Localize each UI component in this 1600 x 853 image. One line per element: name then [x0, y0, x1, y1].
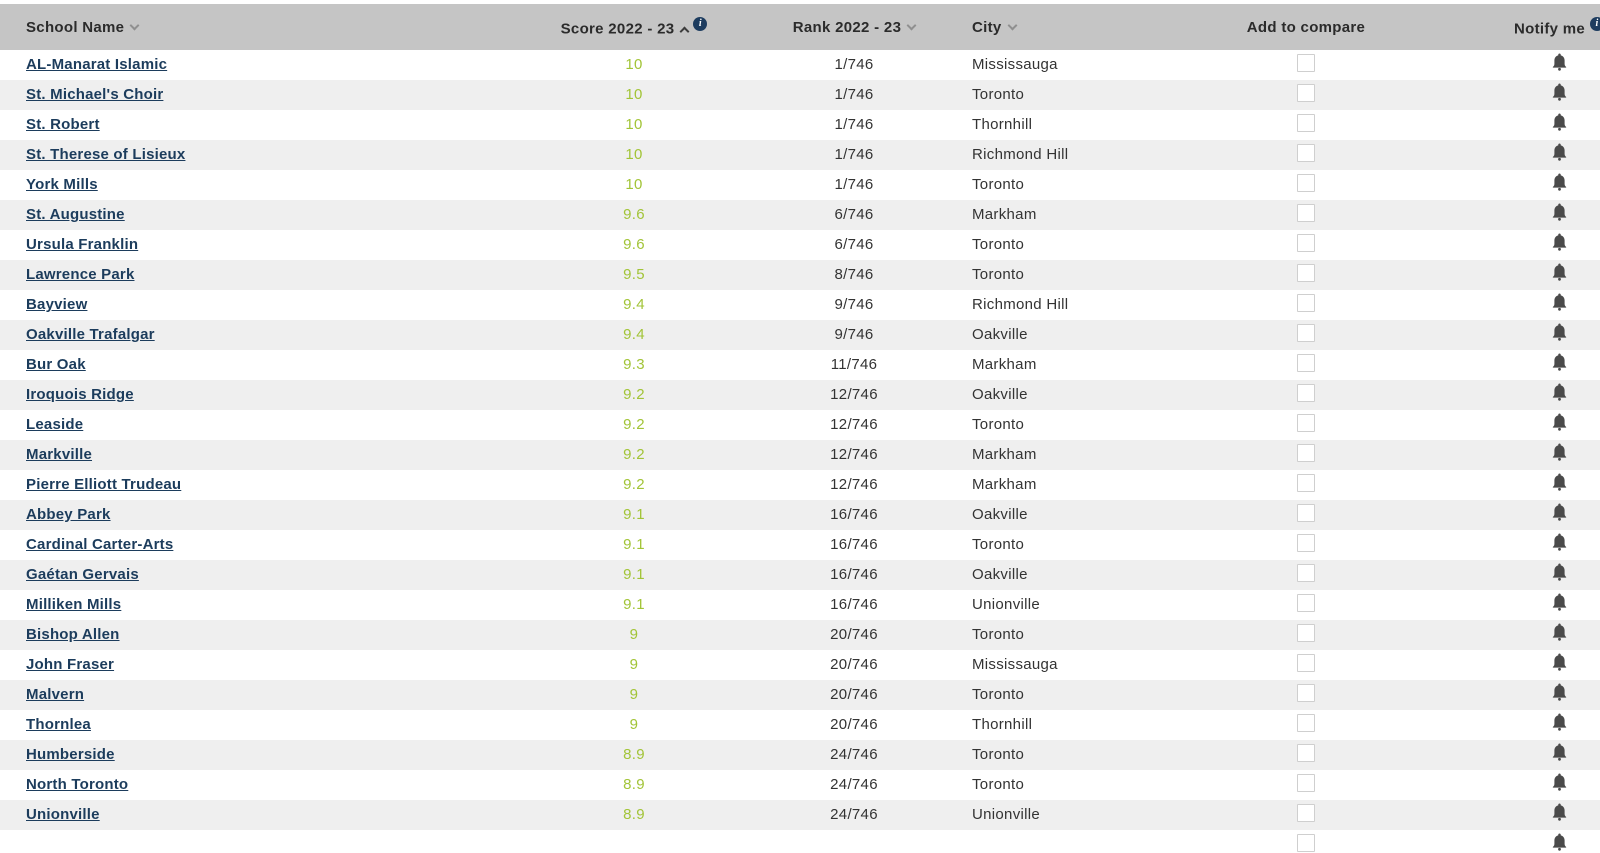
notify-bell-icon[interactable]	[1552, 383, 1567, 402]
notify-bell-icon[interactable]	[1552, 323, 1567, 342]
add-to-compare-checkbox[interactable]	[1297, 204, 1315, 222]
score-value: 9.1	[623, 596, 645, 613]
rank-value: 6/746	[834, 206, 874, 223]
table-row	[0, 500, 1600, 530]
add-to-compare-checkbox[interactable]	[1297, 234, 1315, 252]
school-name-link[interactable]: Milliken Mills	[26, 596, 122, 613]
table-row	[0, 830, 1600, 853]
score-value: 9.4	[623, 296, 645, 313]
table-header	[0, 4, 1600, 50]
table-row	[0, 770, 1600, 800]
chevron-down-icon	[1007, 20, 1017, 30]
city-value: Mississauga	[972, 656, 1058, 673]
score-value: 9.1	[623, 566, 645, 583]
add-to-compare-checkbox[interactable]	[1297, 54, 1315, 72]
table-row	[0, 50, 1600, 80]
score-value: 8.9	[623, 746, 645, 763]
rank-value: 1/746	[834, 116, 874, 133]
score-value: 8.9	[623, 776, 645, 793]
school-name-link[interactable]: Bur Oak	[26, 356, 86, 373]
score-value: 10	[625, 86, 643, 103]
rank-value: 12/746	[830, 416, 878, 433]
column-header-city[interactable]	[970, 19, 1222, 36]
table-row	[0, 470, 1600, 500]
city-value: Toronto	[972, 266, 1025, 283]
table-row	[0, 530, 1600, 560]
add-to-compare-checkbox[interactable]	[1297, 384, 1315, 402]
column-label: Add to compare	[1246, 18, 1366, 36]
table-row	[0, 410, 1600, 440]
notify-bell-icon[interactable]	[1552, 353, 1567, 372]
notify-bell-icon[interactable]	[1552, 803, 1567, 822]
notify-bell-icon[interactable]	[1552, 533, 1567, 552]
add-to-compare-checkbox[interactable]	[1297, 114, 1315, 132]
add-to-compare-checkbox[interactable]	[1297, 714, 1315, 732]
notify-bell-icon[interactable]	[1552, 623, 1567, 642]
notify-bell-icon[interactable]	[1552, 233, 1567, 252]
school-name-link[interactable]: Thornlea	[26, 716, 91, 733]
city-value: Markham	[972, 476, 1037, 493]
add-to-compare-checkbox[interactable]	[1297, 564, 1315, 582]
table-row	[0, 290, 1600, 320]
score-value: 9.1	[623, 536, 645, 553]
table-row	[0, 170, 1600, 200]
score-value: 9.3	[623, 356, 645, 373]
add-to-compare-checkbox[interactable]	[1297, 294, 1315, 312]
add-to-compare-checkbox[interactable]	[1297, 804, 1315, 822]
add-to-compare-checkbox[interactable]	[1297, 744, 1315, 762]
notify-bell-icon[interactable]	[1552, 563, 1567, 582]
school-name-link[interactable]: St. Michael's Choir	[26, 86, 164, 103]
rank-value: 9/746	[834, 326, 874, 343]
table-row	[0, 740, 1600, 770]
city-value: Toronto	[972, 416, 1025, 433]
table-row	[0, 590, 1600, 620]
column-label: Score 2022 - 23	[560, 20, 675, 38]
column-header-rank[interactable]	[738, 19, 970, 36]
city-value: Richmond Hill	[972, 146, 1069, 163]
column-header-score[interactable]	[530, 17, 738, 38]
score-value: 10	[625, 116, 643, 133]
school-name-link[interactable]: Markville	[26, 446, 93, 463]
school-name-link[interactable]: Abbey Park	[26, 506, 111, 523]
table-row	[0, 110, 1600, 140]
score-value: 9.2	[623, 416, 645, 433]
table-row	[0, 800, 1600, 830]
add-to-compare-checkbox[interactable]	[1297, 654, 1315, 672]
rank-value: 6/746	[834, 236, 874, 253]
table-row	[0, 230, 1600, 260]
rank-value: 20/746	[830, 656, 878, 673]
notify-bell-icon[interactable]	[1552, 173, 1567, 192]
school-name-link[interactable]: Pierre Elliott Trudeau	[26, 476, 182, 493]
score-value: 9.2	[623, 446, 645, 463]
school-name-link[interactable]: Oakville Trafalgar	[26, 326, 155, 343]
add-to-compare-checkbox[interactable]	[1297, 504, 1315, 522]
column-label: Notify me	[1513, 20, 1586, 38]
city-value: Oakville	[972, 326, 1028, 343]
rank-value: 12/746	[830, 386, 878, 403]
add-to-compare-checkbox[interactable]	[1297, 324, 1315, 342]
rank-value: 20/746	[830, 686, 878, 703]
table-row	[0, 650, 1600, 680]
add-to-compare-checkbox[interactable]	[1297, 354, 1315, 372]
rank-value: 16/746	[830, 506, 878, 523]
table-row	[0, 200, 1600, 230]
rank-value: 1/746	[834, 56, 874, 73]
score-value: 10	[625, 56, 643, 73]
add-to-compare-checkbox[interactable]	[1297, 624, 1315, 642]
school-name-link[interactable]: John Fraser	[26, 656, 115, 673]
school-name-link[interactable]: Ursula Franklin	[26, 236, 139, 253]
score-value: 9	[629, 686, 639, 703]
score-value: 9.6	[623, 206, 645, 223]
city-value: Unionville	[972, 806, 1041, 823]
rank-value: 16/746	[830, 596, 878, 613]
rank-value: 1/746	[834, 176, 874, 193]
school-name-link[interactable]: York Mills	[26, 176, 98, 193]
notify-bell-icon[interactable]	[1552, 53, 1567, 72]
rank-value: 12/746	[830, 476, 878, 493]
city-value: Toronto	[972, 686, 1025, 703]
add-to-compare-checkbox[interactable]	[1297, 174, 1315, 192]
add-to-compare-checkbox[interactable]	[1297, 684, 1315, 702]
rank-value: 24/746	[830, 806, 878, 823]
notify-bell-icon[interactable]	[1552, 593, 1567, 612]
school-name-link[interactable]: Bayview	[26, 296, 88, 313]
school-name-link[interactable]: AL-Manarat Islamic	[26, 56, 168, 73]
school-name-link[interactable]: Cardinal Carter-Arts	[26, 536, 174, 553]
notify-bell-icon[interactable]	[1552, 443, 1567, 462]
school-name-link[interactable]: St. Therese of Lisieux	[26, 146, 186, 163]
score-value: 9	[629, 626, 639, 643]
city-value: Mississauga	[972, 56, 1058, 73]
notify-bell-icon[interactable]	[1552, 83, 1567, 102]
rank-value: 16/746	[830, 566, 878, 583]
city-value: Thornhill	[972, 716, 1033, 733]
add-to-compare-checkbox[interactable]	[1297, 84, 1315, 102]
school-name-link[interactable]: Humberside	[26, 746, 115, 763]
notify-bell-icon[interactable]	[1552, 653, 1567, 672]
rank-value: 20/746	[830, 716, 878, 733]
school-rankings-table	[0, 4, 1600, 853]
chevron-up-icon	[680, 27, 690, 37]
notify-bell-icon[interactable]	[1552, 293, 1567, 312]
add-to-compare-checkbox[interactable]	[1297, 594, 1315, 612]
chevron-down-icon	[907, 20, 917, 30]
school-name-link[interactable]: Malvern	[26, 686, 85, 703]
table-body	[0, 50, 1600, 853]
add-to-compare-checkbox[interactable]	[1297, 414, 1315, 432]
score-value: 9	[629, 656, 639, 673]
notify-bell-icon[interactable]	[1552, 113, 1567, 132]
add-to-compare-checkbox[interactable]	[1297, 444, 1315, 462]
info-icon[interactable]: i	[1590, 17, 1600, 31]
school-name-link[interactable]: North Toronto	[26, 776, 129, 793]
city-value: Toronto	[972, 746, 1025, 763]
rank-value: 9/746	[834, 296, 874, 313]
column-header-notify-me	[1390, 17, 1600, 38]
column-header-add-to-compare	[1222, 19, 1390, 36]
info-icon[interactable]: i	[693, 17, 707, 31]
table-row	[0, 560, 1600, 590]
notify-bell-icon[interactable]	[1552, 503, 1567, 522]
city-value: Toronto	[972, 86, 1025, 103]
table-row	[0, 140, 1600, 170]
notify-bell-icon[interactable]	[1552, 263, 1567, 282]
city-value: Toronto	[972, 536, 1025, 553]
school-name-link[interactable]: St. Augustine	[26, 206, 125, 223]
score-value: 9.5	[623, 266, 645, 283]
notify-bell-icon[interactable]	[1552, 773, 1567, 792]
column-header-school-name[interactable]	[0, 19, 530, 36]
city-value: Toronto	[972, 776, 1025, 793]
notify-bell-icon[interactable]	[1552, 413, 1567, 432]
school-name-link[interactable]: St. Robert	[26, 116, 100, 133]
city-value: Unionville	[972, 596, 1041, 613]
add-to-compare-checkbox[interactable]	[1297, 264, 1315, 282]
city-value: Richmond Hill	[972, 296, 1069, 313]
score-value: 9.6	[623, 236, 645, 253]
notify-bell-icon[interactable]	[1552, 683, 1567, 702]
add-to-compare-checkbox[interactable]	[1297, 774, 1315, 792]
rank-value: 1/746	[834, 146, 874, 163]
city-value: Markham	[972, 446, 1037, 463]
school-name-link[interactable]: Unionville	[26, 806, 100, 823]
add-to-compare-checkbox[interactable]	[1297, 474, 1315, 492]
table-row	[0, 620, 1600, 650]
rank-value: 24/746	[830, 776, 878, 793]
score-value: 9.4	[623, 326, 645, 343]
city-value: Oakville	[972, 506, 1028, 523]
school-name-link[interactable]: Iroquois Ridge	[26, 386, 134, 403]
rank-value: 16/746	[830, 536, 878, 553]
city-value: Toronto	[972, 626, 1025, 643]
notify-bell-icon[interactable]	[1552, 143, 1567, 162]
column-label: School Name	[26, 18, 125, 36]
rank-value: 11/746	[830, 356, 878, 373]
city-value: Oakville	[972, 566, 1028, 583]
notify-bell-icon[interactable]	[1552, 203, 1567, 222]
notify-bell-icon[interactable]	[1552, 833, 1567, 852]
city-value: Thornhill	[972, 116, 1033, 133]
school-name-link[interactable]: Lawrence Park	[26, 266, 135, 283]
notify-bell-icon[interactable]	[1552, 713, 1567, 732]
table-row	[0, 710, 1600, 740]
table-row	[0, 320, 1600, 350]
score-value: 10	[625, 176, 643, 193]
score-value: 9	[629, 716, 639, 733]
school-name-link[interactable]: Leaside	[26, 416, 84, 433]
table-row	[0, 260, 1600, 290]
rank-value: 1/746	[834, 86, 874, 103]
school-name-link[interactable]: Gaétan Gervais	[26, 566, 139, 583]
notify-bell-icon[interactable]	[1552, 743, 1567, 762]
score-value: 9.2	[623, 386, 645, 403]
table-row	[0, 80, 1600, 110]
column-label: Rank 2022 - 23	[792, 18, 902, 36]
score-value: 9.1	[623, 506, 645, 523]
rank-value: 24/746	[830, 746, 878, 763]
table-row	[0, 680, 1600, 710]
city-value: Oakville	[972, 386, 1028, 403]
table-row	[0, 350, 1600, 380]
rank-value: 8/746	[834, 266, 874, 283]
chevron-down-icon	[130, 20, 140, 30]
score-value: 9.2	[623, 476, 645, 493]
city-value: Markham	[972, 356, 1037, 373]
score-value: 10	[625, 146, 643, 163]
score-value: 8.9	[623, 806, 645, 823]
notify-bell-icon[interactable]	[1552, 473, 1567, 492]
table-row	[0, 380, 1600, 410]
city-value: Markham	[972, 206, 1037, 223]
add-to-compare-checkbox[interactable]	[1297, 144, 1315, 162]
rank-value: 20/746	[830, 626, 878, 643]
column-label: City	[972, 18, 1002, 36]
city-value: Toronto	[972, 236, 1025, 253]
add-to-compare-checkbox[interactable]	[1297, 534, 1315, 552]
city-value: Toronto	[972, 176, 1025, 193]
table-row	[0, 440, 1600, 470]
add-to-compare-checkbox[interactable]	[1297, 834, 1315, 852]
rank-value: 12/746	[830, 446, 878, 463]
school-name-link[interactable]: Bishop Allen	[26, 626, 120, 643]
